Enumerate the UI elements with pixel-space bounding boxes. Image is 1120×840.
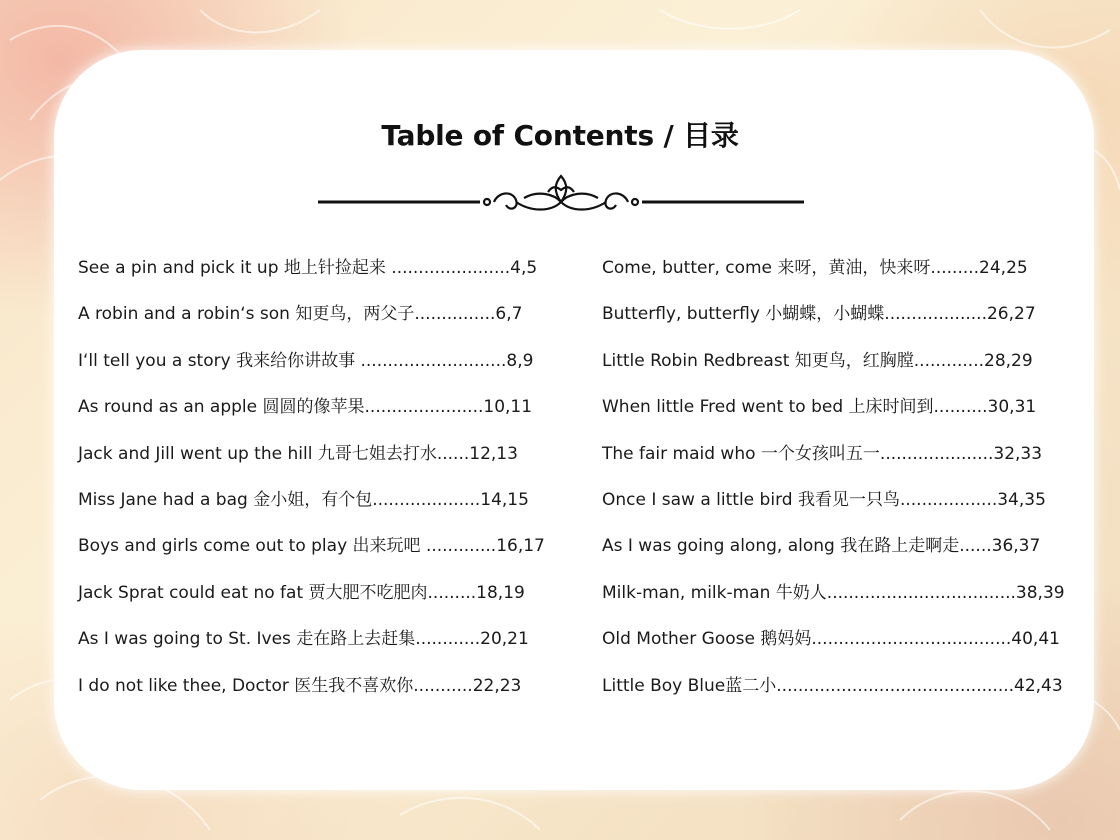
toc-entry[interactable]: I‘ll tell you a story 我来给你讲故事 ...........................8,9 — [78, 350, 534, 371]
toc-entry[interactable]: I do not like thee, Doctor 医生我不喜欢你...........22,23 — [78, 675, 522, 696]
toc-entry[interactable]: See a pin and pick it up 地上针捡起来 ......................4,5 — [78, 258, 538, 278]
toc-entry[interactable]: Milk-man, milk-man 牛奶人...................................38,39 — [602, 582, 1065, 603]
toc-entry[interactable]: As round as an apple 圆圆的像苹果......................10,11 — [78, 397, 533, 418]
page-title: Table of Contents / 目录 — [381, 119, 739, 152]
toc-column-right — [602, 246, 1065, 710]
toc-entry[interactable]: A robin and a robin‘s son 知更鸟，两父子...............6,7 — [78, 304, 523, 325]
toc-entry[interactable]: Little Robin Redbreast 知更鸟，红胸膛.............28,29 — [602, 350, 1033, 371]
toc-entry[interactable]: Come, butter, come 来呀，黄油，快来呀.........24,25 — [602, 258, 1028, 278]
toc-entry[interactable]: The fair maid who 一个女孩叫五一.....................32,33 — [602, 443, 1043, 464]
ornament-divider — [316, 172, 806, 218]
toc-entry[interactable]: As I was going to St. Ives 走在路上去赶集............20,21 — [78, 629, 529, 650]
toc-entry[interactable]: When little Fred went to bed 上床时间到..........30,31 — [602, 397, 1037, 418]
toc-entry[interactable]: Miss Jane had a bag 金小姐，有个包....................14,15 — [78, 489, 529, 510]
toc-entry[interactable]: As I was going along, along 我在路上走啊走......36,37 — [602, 536, 1041, 557]
toc-entry[interactable]: Little Boy Blue蓝二小............................................42,43 — [602, 675, 1063, 696]
toc-column-left — [78, 246, 545, 710]
toc-entry[interactable]: Once I saw a little bird 我看见一只鸟..................34,35 — [602, 489, 1046, 510]
toc-entry[interactable]: Boys and girls come out to play 出来玩吧 .............16,17 — [78, 536, 545, 557]
toc-entry[interactable]: Jack Sprat could eat no fat 贾大肥不吃肥肉.........18,19 — [78, 582, 525, 603]
toc-entry[interactable]: Butterfly, butterfly 小蝴蝶，小蝴蝶...................26,27 — [602, 304, 1036, 325]
toc-entry[interactable]: Old Mother Goose 鹅妈妈.....................................40,41 — [602, 629, 1060, 650]
toc-entry[interactable]: Jack and Jill went up the hill 九哥七姐去打水......12,13 — [78, 443, 518, 464]
